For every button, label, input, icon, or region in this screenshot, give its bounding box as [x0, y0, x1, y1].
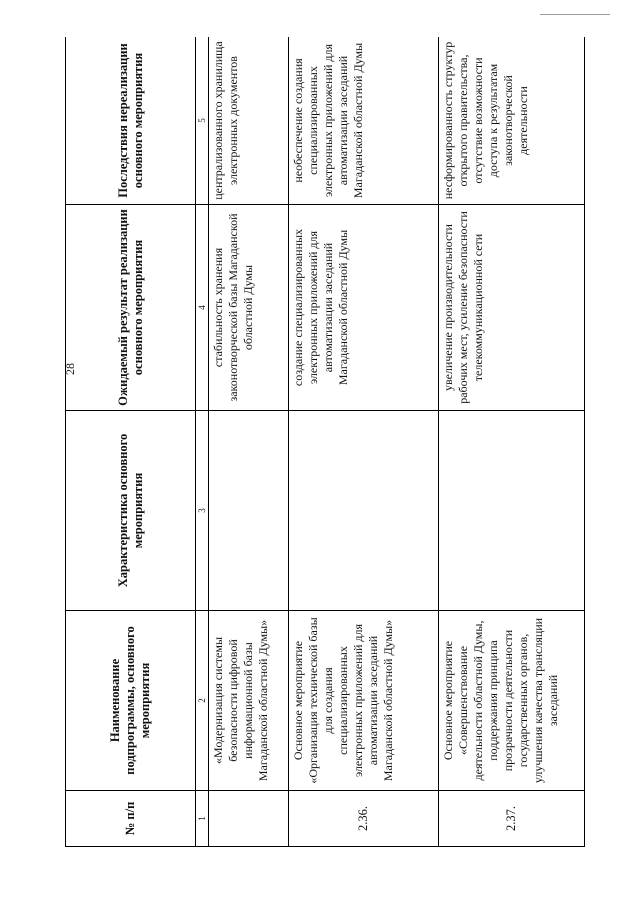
row-consequence: централизованного хранилища электронных документов	[209, 37, 289, 205]
row-consequence: несформированность структур открытого правительства, отсутствие возможности доступа к результатам законотворческой деятельности	[439, 37, 585, 205]
row-characteristic	[289, 411, 439, 611]
page-number: 28	[63, 363, 77, 375]
row-name: «Модернизация системы безопасности цифровой информационной базы Магаданской областной Думы»	[209, 611, 289, 791]
row-result: создание специализированных электронных приложений для автоматизации заседаний Магаданской областной Думы	[289, 205, 439, 411]
column-number: 4	[196, 205, 209, 411]
header-num: № п/п	[66, 791, 196, 847]
table-row	[209, 37, 289, 847]
column-number: 3	[196, 411, 209, 611]
column-number: 5	[196, 37, 209, 205]
row-characteristic	[439, 411, 585, 611]
table-viewport	[65, 37, 585, 847]
header-result: Ожидаемый результат реализации основного мероприятия	[66, 205, 196, 411]
row-result: стабильность хранения законотворческой базы Магаданской областной Думы	[209, 205, 289, 411]
header-row	[66, 37, 196, 847]
program-measures-table	[65, 37, 585, 847]
row-number: 2.37.	[439, 791, 585, 847]
corner-line-mark	[540, 14, 610, 15]
column-number: 2	[196, 611, 209, 791]
row-name: Основное мероприятие «Совершенствование деятельности областной Думы, поддержания принципа прозрачности деятельности государственных органов, улучшения качества трансляции заседаний	[439, 611, 585, 791]
row-number	[209, 791, 289, 847]
row-result: увеличение производительности рабочих мест, усиление безопасности телекоммуникационной сети	[439, 205, 585, 411]
column-number: 1	[196, 791, 209, 847]
row-consequence: необеспечение создания специализированных электронных приложений для автоматизации заседаний Магаданской областной Думы	[289, 37, 439, 205]
header-consequence: Последствия нереализации основного мероприятия	[66, 37, 196, 205]
header-characteristic: Характеристика основного мероприятия	[66, 411, 196, 611]
header-name: Наименование подпрограммы, основного мероприятия	[66, 611, 196, 791]
column-number-row	[196, 37, 209, 847]
row-number: 2.36.	[289, 791, 439, 847]
row-characteristic	[209, 411, 289, 611]
table-row	[439, 37, 585, 847]
row-name: Основное мероприятие «Организация технической базы для создания специализированных электронных приложений для автоматизации заседаний Магаданской областной Думы»	[289, 611, 439, 791]
table-row	[289, 37, 439, 847]
rotated-table-container	[65, 37, 585, 847]
